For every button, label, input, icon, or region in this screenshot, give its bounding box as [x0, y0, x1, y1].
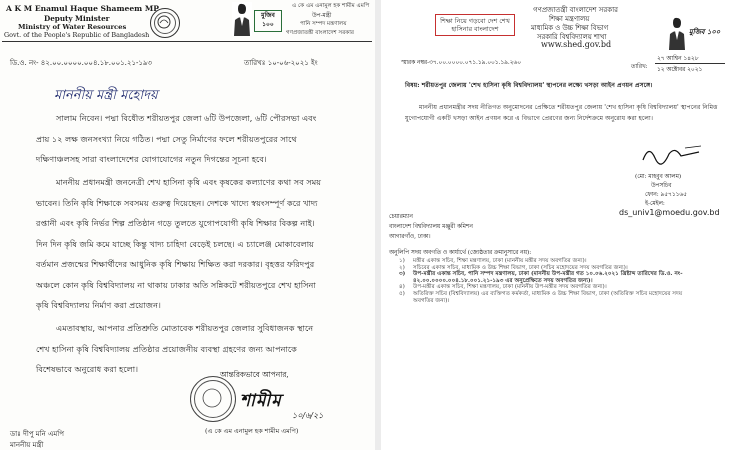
- memo-date: তারিখঃ ১০-০৬-২০২১ ইং: [244, 59, 318, 67]
- date-rule: [655, 63, 725, 64]
- header-bn-government: গণপ্রজাতন্ত্রী বাংলাদেশ সরকার: [286, 30, 354, 36]
- right-website: www.shed.gov.bd: [541, 40, 612, 49]
- header-bn-title: উপ-মন্ত্রী: [312, 13, 332, 19]
- cc-item: ১) মন্ত্রীর একান্ত সচিব, শিক্ষা মন্ত্রণালয়, ঢাকা (মাননীয় মন্ত্রীর সদয় অবগতির জন্য)।: [399, 258, 587, 264]
- cc-item: ৫) অতিরিক্ত সচিব (বিশ্ববিদ্যালয়) এর ব্যক্তিগত কর্মকর্তা, মাধ্যমিক ও উচ্চ শিক্ষা বিভাগ, ঢাকা (অতিরিক্ত সচিব মহোদয়ের সদয় অবগতির জন্য)।: [399, 290, 683, 304]
- right-branch: সরকারি বিশ্ববিদ্যালয় শাখা: [537, 33, 607, 41]
- sender-ministry: Ministry of Water Resources: [18, 23, 127, 31]
- signature-date: ১০/৬/২১: [292, 411, 324, 420]
- sender-government: Govt. of the People's Republic of Bangladesh: [4, 31, 150, 39]
- bangabandhu-portrait-icon: [667, 16, 687, 50]
- right-memo-number: স্মারক নম্বর-৩৭.০০.০০০০.০৭১.১৯.০০১.১৯.২৬০: [401, 60, 522, 66]
- salutation: মাননীয় মন্ত্রী মহোদয়: [54, 88, 158, 103]
- cc-item: ২) সচিবের একান্ত সচিব, মাধ্যমিক ও উচ্চ শিক্ষা বিভাগ, ঢাকা (সচিব মহোদয়ের সদয় অবগতির জন্য)।: [399, 264, 628, 271]
- right-to-address: আগারগাঁও, ঢাকা।: [389, 234, 431, 240]
- right-division: মাধ্যমিক ও উচ্চ শিক্ষা বিভাগ: [531, 24, 609, 32]
- ministry-letter: [381, 0, 750, 450]
- header-rule: [2, 41, 372, 42]
- signer-caption: (এ কে এম এনামুল হক শামীম এমপি): [205, 427, 299, 435]
- mujib-100-logo-right: মুজিব ১০০: [689, 28, 721, 36]
- right-date-label: তারিখ:: [631, 64, 648, 70]
- recipient-title: মাননীয় মন্ত্রী: [10, 441, 44, 449]
- body-paragraph-2: মাননীয় প্রধানমন্ত্রী জননেত্রী শেখ হাসিনা কৃষি এবং কৃষকের কল্যাণের কথা সব সময় ভাবেন। তিনি কৃষি শিক্ষাকে সবসময় গুরুত্ব দিয়েছেন। দেশকে খাদ্যে স্বয়ংসম্পূর্ণ করে খাদ্য রপ্তানী এবং কৃষি নির্ভর শিল্প প্রতিষ্ঠান গড়ে তুলতে যুগোপযোগী কৃষি শিক্ষার বিকল্প নাই। দিন দিন কৃষি জমি কমে যাচ্ছে কিন্তু খাদ্য চাহিদা বেড়েই চলছে। এ চ্যালেঞ্জ মোকাবেলায় বর্তমান প্রজন্মের শিক্ষার্থীদের আধুনিক কৃষি শিক্ষায় শিক্ষিত করা দরকার। বৃহত্তর ফরিদপুর অঞ্চলে কোন কৃষি বিশ্ববিদ্যালয় না থাকায় ঢাকার অতি সন্নিকটে শরীয়তপুরে শেখ হাসিনা কৃষি বিশ্ববিদ্যালয় নির্মাণ করা প্রয়োজন।: [36, 177, 322, 310]
- right-ministry: শিক্ষা মন্ত্রণালয়: [549, 15, 590, 23]
- header-bn-ministry: পানি সম্পদ মন্ত্রণালয়: [300, 21, 347, 27]
- cc-item: ৩) উপ-মন্ত্রীর একান্ত সচিব, পানি সম্পদ মন্ত্রণালয়, ঢাকা (মাননীয় উপ-মন্ত্রীর গত ১০.০৬.২০২১ খ্রিষ্টাব্দ তারিখের ডি.ও. নং- ৪২.০০.০০০০.০০৪.১৮.০০১.২১-১৯৩ এর অনুপ্রেক্ষিতে সদয় অবগতির জন্য)।: [399, 271, 683, 284]
- right-signature-mark: [639, 140, 709, 171]
- mujib-100-logo: মুজিব ১০০: [254, 10, 282, 32]
- body-paragraph-1: সালাম নিবেন। পদ্মা বিধৌত শরীয়তপুর জেলা ৬টি উপজেলা, ৬টি পৌরসভা এবং প্রায় ১২ লক্ষ জনসংখ্যা নিয়ে গঠিত। পদ্মা সেতু নির্মাণের ফলে শরীয়তপুরের সাথে দক্ষিণাঞ্চলসহ সারা বাংলাদেশের যোগাযোগের নতুন দিগন্তের সূচনা হবে।: [36, 113, 317, 164]
- recipient-name: ডাঃ দীপু মনি এমপি: [10, 430, 65, 438]
- right-to-label: চেয়ারম্যান: [389, 214, 413, 220]
- right-government: গণপ্রজাতন্ত্রী বাংলাদেশ সরকার: [533, 6, 618, 14]
- signatory-phone: ফোন: ৯৫৭১১৬৫: [645, 192, 687, 198]
- memo-number: ডি.ও. নং- ৪২.০০.০০০০.০০৪.১৮.০০১.২১-১৯৩: [10, 59, 152, 67]
- right-subject: বিষয়: শরীয়তপুর জেলায় 'শেখ হাসিনা কৃষি বিশ্ববিদ্যালয়' স্থাপনের লক্ষ্যে খসড়া আইন প্রণয়ন প্রসঙ্গে।: [405, 82, 653, 89]
- signatory-email: ds_univ1@moedu.gov.bd: [619, 208, 720, 217]
- cc-heading: অনুলিপি সদয় অবগতি ও কার্যার্থে (জ্যেষ্ঠতার ক্রমানুসারে নয়):: [389, 250, 532, 256]
- right-date-bangla: ২৭ আশ্বিন ১৪২৮: [657, 56, 699, 62]
- signatory-email-label: ই-মেইল:: [645, 201, 665, 207]
- cc-item: ৪) উপ-মন্ত্রীর একান্ত সচিব, শিক্ষা মন্ত্রণালয়, ঢাকা (মাননীয় উপ-মন্ত্রীর সদয় অবগতির জন্য)।: [399, 284, 607, 291]
- right-date-english: ১২ অক্টোবর ২০২১: [657, 67, 703, 73]
- body-paragraph-3: এমতাবস্থায়, আপনার প্রতিশ্রুতি মোতাবেক শরীয়তপুর জেলার সুবিধাজনক স্থানে শেখ হাসিনা কৃষি বিশ্ববিদ্যালয় প্রতিষ্ঠার প্রয়োজনীয় ব্যবস্থা গ্রহণের জন্য আপনাকে বিশেষভাবে অনুরোধ করা হলো।: [36, 323, 314, 374]
- sender-title: Deputy Minister: [44, 14, 110, 23]
- signatory-name: (মো: মাহবুব আলম): [635, 174, 682, 180]
- bangabandhu-portrait-icon: [232, 2, 252, 36]
- sender-name: A K M Enamul Haque Shameem MP: [6, 4, 159, 13]
- signature: শামীম: [240, 391, 282, 411]
- right-body: মাননীয় প্রধানমন্ত্রীর সদয় নীতিগত অনুমোদনের প্রেক্ষিতে শরীয়তপুর জেলায় 'শেখ হাসিনা কৃষি বিশ্ববিদ্যালয়' স্থাপনের নিমিত্ত যুগোপযোগী একটি খসড়া আইন প্রণয়ন করে এ বিভাগে প্রেরণের জন্য নির্দেশক্রমে অনুরোধ করা হলো।: [405, 104, 718, 122]
- official-stamp-icon: [190, 376, 236, 422]
- closing-text: আন্তরিকভাবে আপনার,: [220, 370, 289, 379]
- cc-list: [399, 258, 699, 304]
- header-bn-name: এ কে এম এনামুল হক শামীম এমপি: [292, 3, 370, 9]
- signatory-title: উপসচিব: [651, 183, 672, 189]
- government-seal-icon: [150, 8, 180, 38]
- slogan-box: শিক্ষা নিয়ে গড়বো দেশ শেখ হাসিনার বাংলাদেশ: [435, 14, 515, 36]
- right-to-org: বাংলাদেশ বিশ্ববিদ্যালয় মঞ্জুরী কমিশন: [389, 224, 473, 230]
